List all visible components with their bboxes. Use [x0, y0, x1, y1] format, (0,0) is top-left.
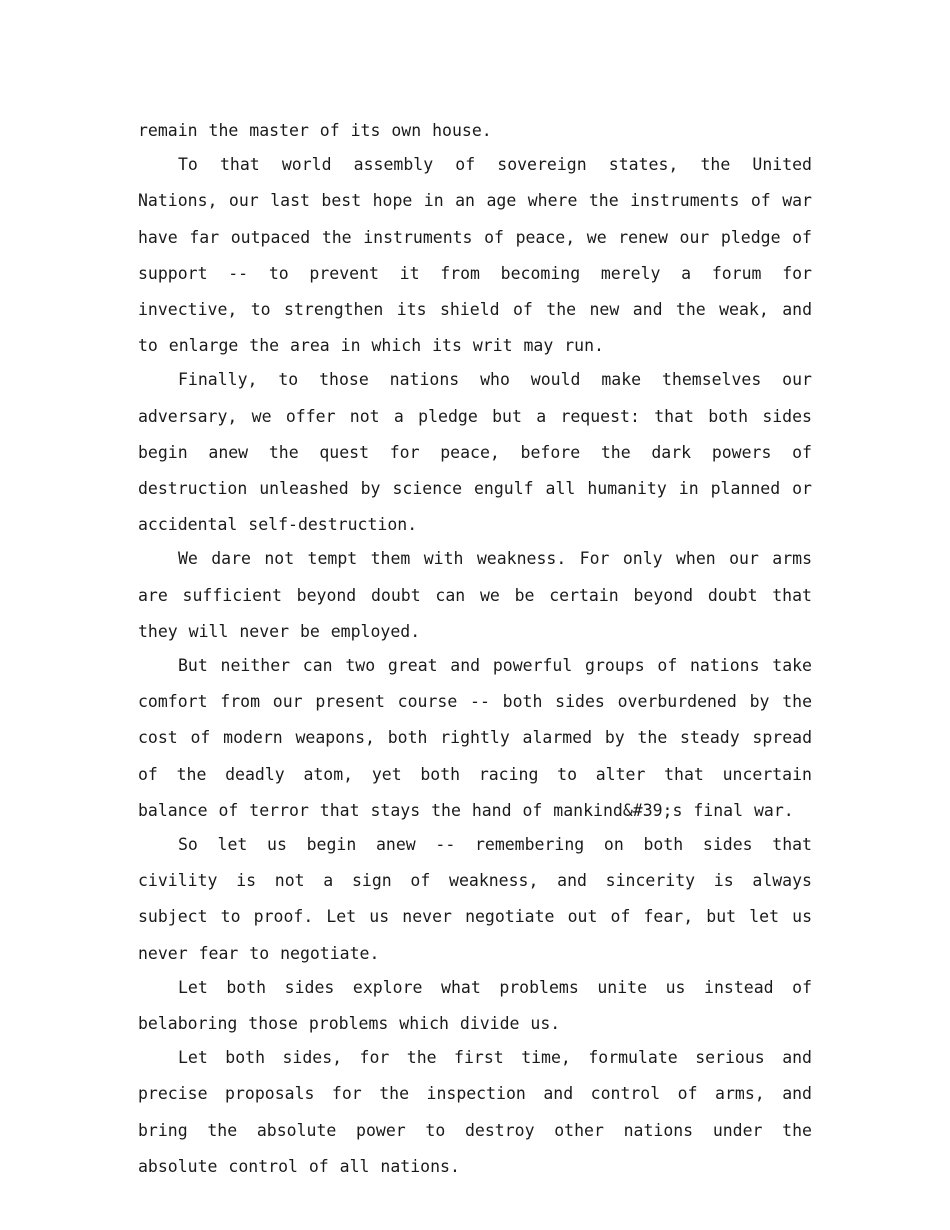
- paragraph-adversary: Finally, to those nations who would make themselves our adversary, we offer not a pledge but a request: that both sides begin anew the quest for peace, before the dark powers of destruction unleashed by science engulf all humanity in planned or accidental self-destruction.: [138, 370, 812, 535]
- paragraph-united-nations: To that world assembly of sovereign states, the United Nations, our last best hope in an age where the instruments of war have far outpaced the instruments of peace, we renew our pledge of support -- to prevent it from becoming merely a forum for invective, to strengthen its shield of the new and the weak, and to enlarge the area in which its writ may run.: [138, 155, 812, 356]
- paragraph-present-course: But neither can two great and powerful groups of nations take comfort from our present course -- both sides overburdened by the cost of modern weapons, both rightly alarmed by the steady spread of the deadly atom, yet both racing to alter that uncertain balance of terror that stays the hand of mankind&#39;s final war.: [138, 656, 812, 820]
- paragraph-continuation: remain the master of its own house.: [138, 121, 492, 140]
- paragraph-begin-anew: So let us begin anew -- remembering on both sides that civility is not a sign of weakness, and sincerity is always subject to proof. Let us never negotiate out of fear, but let us never fear to negotiate.: [138, 835, 812, 963]
- paragraph-weakness: We dare not tempt them with weakness. For only when our arms are sufficient beyond doubt can we be certain beyond doubt that they will never be employed.: [138, 549, 812, 641]
- document-body: [138, 113, 812, 1183]
- paragraph-explore-problems: Let both sides explore what problems unite us instead of belaboring those problems which divide us.: [138, 977, 812, 1034]
- paragraph-inspection-control: Let both sides, for the first time, formulate serious and precise proposals for the inspection and control of arms, and bring the absolute power to destroy other nations under the absolute control of all nations.: [138, 1048, 812, 1176]
